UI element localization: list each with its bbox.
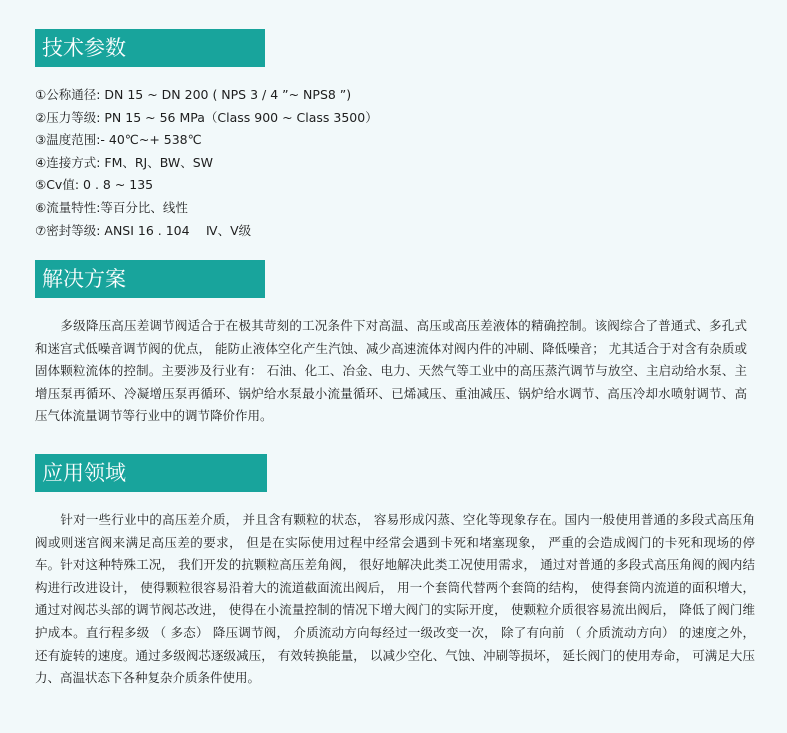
spec-item-cv-value: ⑤Cv值: 0 . 8 ~ 135 xyxy=(35,177,154,193)
spec-item-seal-class: ⑦密封等级: ANSI 16 . 104 Ⅳ、Ⅴ级 xyxy=(35,222,252,238)
spec-item-pressure-rating: ②压力等级: PN 15 ~ 56 MPa（Class 900 ~ Class 3500） xyxy=(35,109,378,125)
specs-section-title: 技术参数 xyxy=(35,29,265,67)
solution-paragraph: 多级降压高压差调节阀适合于在极其苛刻的工况条件下对高温、高压或高压差液体的精确控制。该阀综合了普通式、多孔式和迷宫式低噪音调节阀的优点， 能防止液体空化产生汽蚀、减少高速流体对阀内件的冲刷、降低噪音； 尤其适合于对含有杂质或固体颗粒流体的控制。主要涉及行业有： 石油、化工、冶金、电力、天然气等工业中的高压蒸汽调节与放空、主启动给水泵、主增压泵再循环、冷凝增压泵再循环、锅炉给水泵最小流量循环、已烯减压、重油减压、锅炉给水调节、高压冷却水喷射调节、高压气体流量调节等行业中的调节降价作用。 xyxy=(35,318,747,424)
spec-item-nominal-diameter: ①公称通径: DN 15 ~ DN 200 ( NPS 3 / 4 ”~ NPS8 ”) xyxy=(35,87,352,102)
spec-item-connection-type: ④连接方式: FM、RJ、BW、SW xyxy=(35,154,214,170)
specs-list xyxy=(35,84,755,242)
application-paragraph: 针对一些行业中的高压差介质， 并且含有颗粒的状态， 容易形成闪蒸、空化等现象存在。国内一般使用普通的多段式高压角阀或则迷宫阀来满足高压差的要求， 但是在实际使用过程中经常会遇到卡死和堵塞现象， 严重的会造成阀门的卡死和现场的停车。针对这种特殊工况， 我们开发的抗颗粒高压差角阀， 很好地解决此类工况使用需求， 通过对普通的多段式高压角阀的阀内结构进行改进设计， 使得颗粒很容易沿着大的流道截面流出阀后， 用一个套筒代替两个套筒的结构， 使得套筒内流道的面积增大， 通过对阀芯头部的调节阀芯改进， 使得在小流量控制的情况下增大阀门的实际开度， 使颗粒介质很容易流出阀后， 降低了阀门维护成本。直行程多级 （ 多态） 降压调节阀， 介质流动方向每经过一级改变一次， 除了有向前 （ 介质流动方向） 的速度之外， 还有旋转的速度。通过多级阀芯逐级减压， 有效转换能量， 以减少空化、气蚀、冲刷等损坏， 延长阀门的使用寿命， 可满足大压力、高温状态下各种复杂介质条件使用。 xyxy=(35,512,755,686)
solution-section-title: 解决方案 xyxy=(35,260,265,298)
spec-item-flow-characteristic: ⑥流量特性:等百分比、线性 xyxy=(35,199,188,215)
application-section-title: 应用领域 xyxy=(35,454,267,492)
spec-item-temperature-range: ③温度范围:- 40℃~+ 538℃ xyxy=(35,132,202,148)
